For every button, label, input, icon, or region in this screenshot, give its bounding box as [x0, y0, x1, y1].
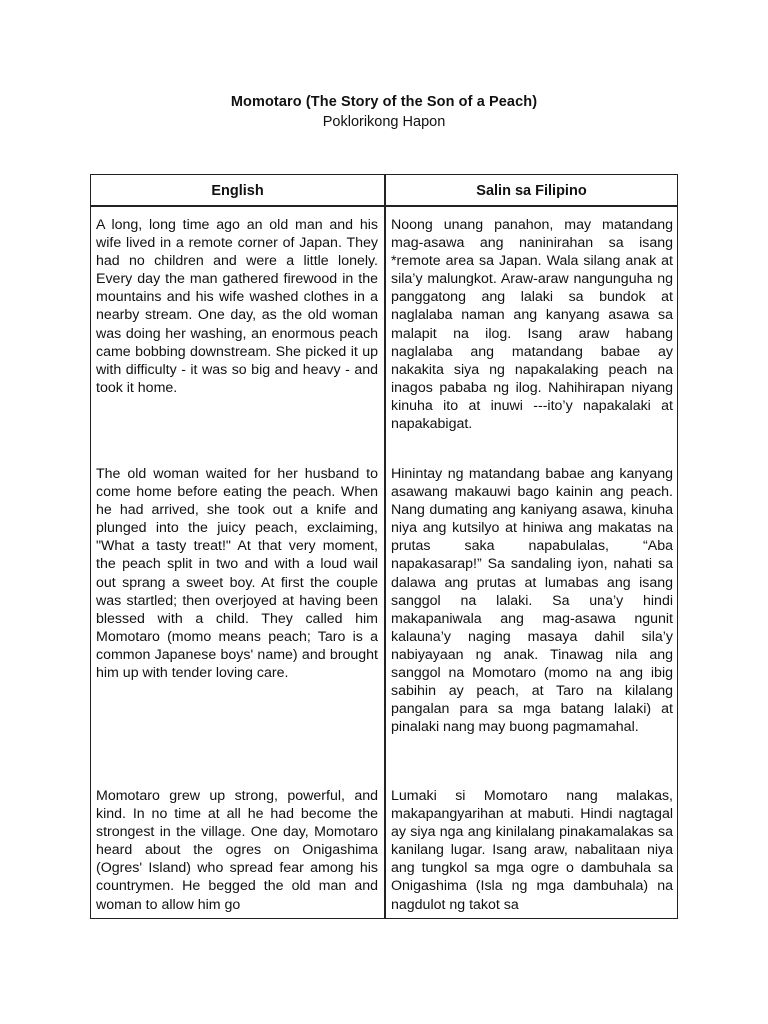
row-3-english: Momotaro grew up strong, powerful, and kind. In no time at all he had become the strongest in the village. One day, Momotaro heard about the ogres on Onigashima (Ogres' Island) who spread fear among his countrymen. He begged the old man and woman to allow him go: [96, 788, 378, 913]
row-2-filipino: Hinintay ng matandang babae ang kanyang asawang makauwi bago kainin ang peach. Nang dumating ang kaniyang asawa, kinuha niya ang kutsilyo at hiniwa ang makatas na prutas saka napabulalas, “Aba napakasarap!” Sa sandaling iyon, nahati sa dalawa ang prutas at lumabas ang isang sanggol na lalaki. Sa una’y hindi makapaniwala ang mag-asawa ngunit kalauna’y naging masaya dahil sila’y nabiyayaan ng anak. Tinawag nila ang sanggol na Momotaro (momo na ang ibig sabihin ay peach, at Taro na kilalang pangalan para sa mga batang lalaki) at pinalaki nang may buong pagmamahal.: [391, 466, 673, 736]
translation-table: [90, 174, 678, 919]
header-divider: [91, 205, 677, 207]
header-filipino: Salin sa Filipino: [476, 183, 587, 199]
document-title: Momotaro (The Story of the Son of a Peach): [230, 94, 538, 110]
row-3-filipino: Lumaki si Momotaro nang malakas, makapangyarihan at mabuti. Hindi nagtagal ay siya nga ang kinilalang pinakamalakas sa kanilang lugar. Isang araw, nabalitaan niya ang tungkol sa mga ogre o dambuhala sa Onigashima (Isla ng mga dambuhala) na nagdulot ng takot sa: [391, 788, 673, 913]
column-divider: [384, 175, 386, 918]
document-subtitle: Poklorikong Hapon: [322, 114, 446, 130]
row-1-english: A long, long time ago an old man and his wife lived in a remote corner of Japan. They had no children and were a little lonely. Every day the man gathered firewood in the mountains and his wife washed clothes in a nearby stream. One day, as the old woman was doing her washing, an enormous peach came bobbing downstream. She picked it up with difficulty - it was so big and heavy - and took it home.: [96, 217, 378, 396]
row-1-filipino: Noong unang panahon, may matandang mag-asawa ang naninirahan sa isang *remote area sa Japan. Wala silang anak at sila’y malungkot. Araw-araw nangunguha ng panggatong ang lalaki sa bundok at naglalaba naman ang kanyang asawa sa malapit na ilog. Isang araw habang naglalaba ang matandang babae ay nakakita siya ng napakalaking peach na inagos pababa ng ilog. Nahihirapan niyang kinuha ito at inuwi ---ito’y napakalaki at napakabigat.: [391, 217, 673, 433]
row-2-english: The old woman waited for her husband to come home before eating the peach. When he had arrived, she took out a knife and plunged into the juicy peach, exclaiming, "What a tasty treat!" At that very moment, the peach split in two and with a loud wail out sprang a sweet boy. At first the couple was startled; then overjoyed at having been blessed with a child. They called him Momotaro (momo means peach; Taro is a common Japanese boys' name) and brought him up with tender loving care.: [96, 466, 378, 682]
header-english: English: [211, 183, 264, 199]
